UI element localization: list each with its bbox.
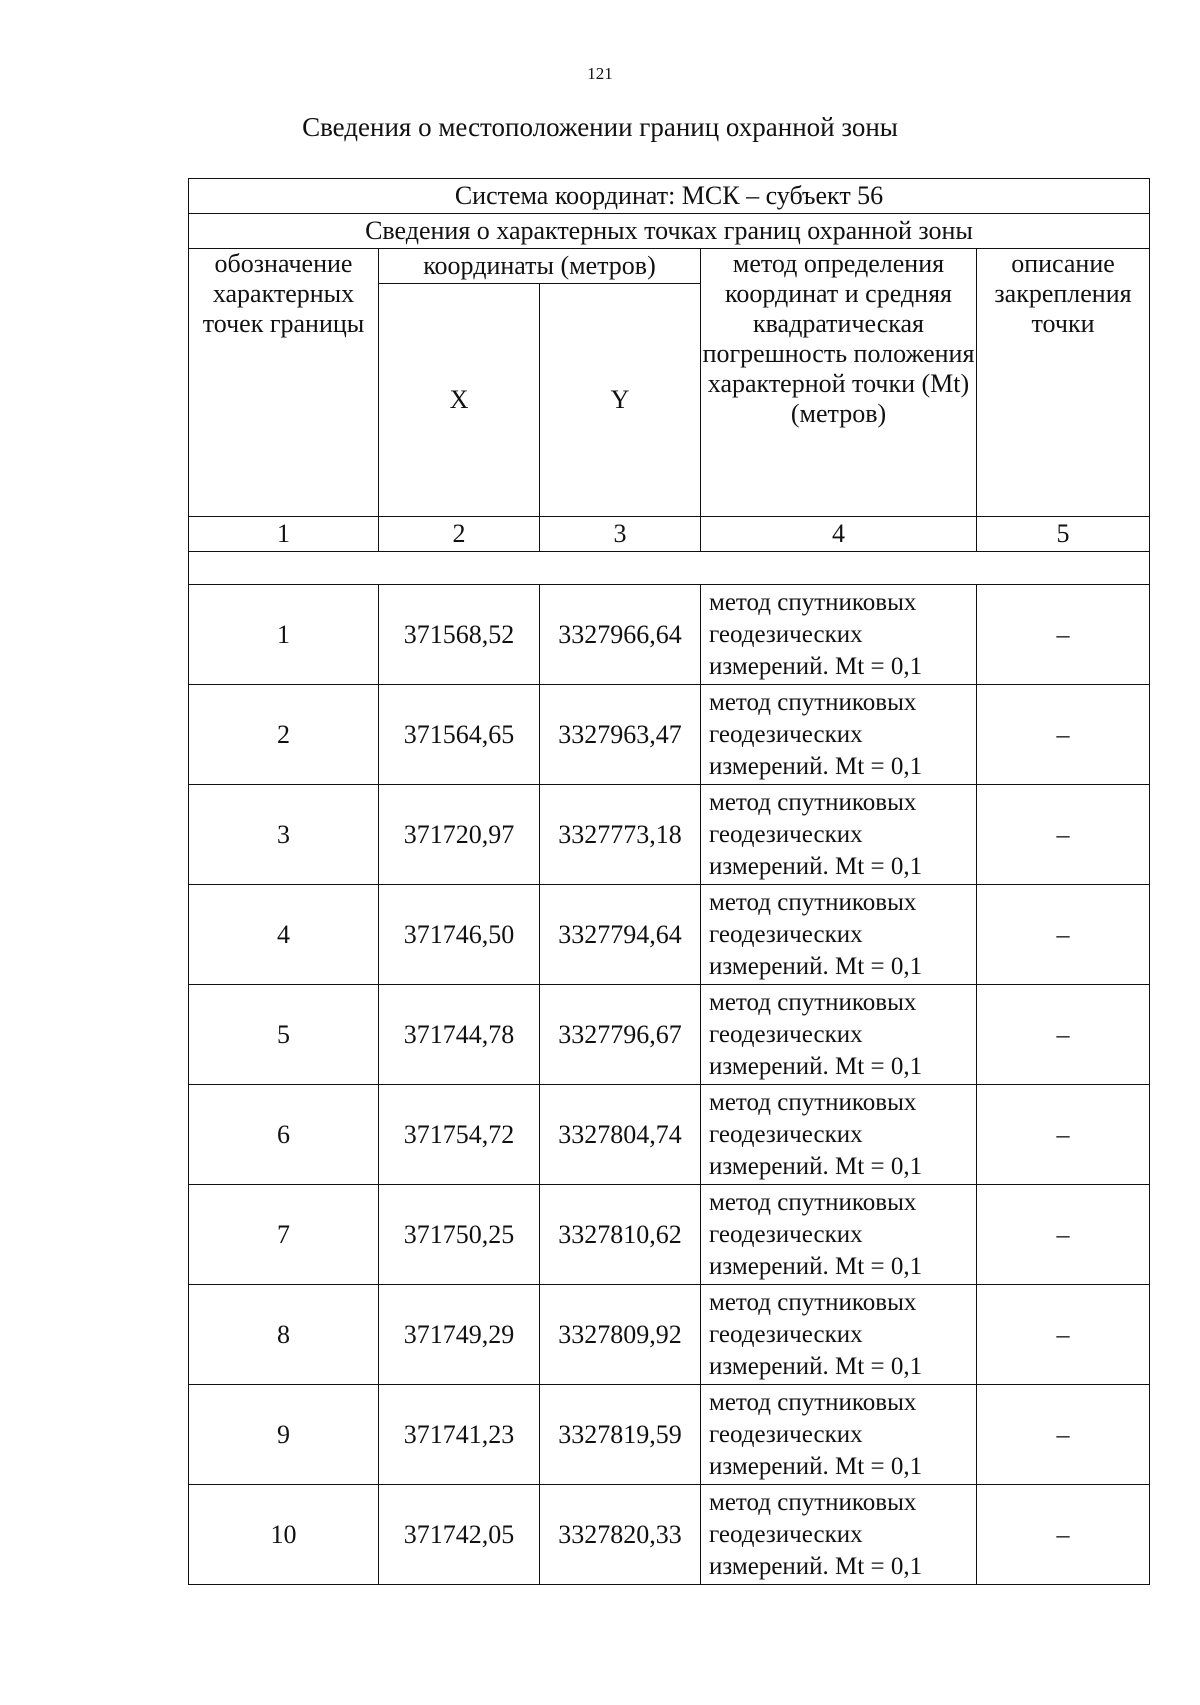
method-cell: метод спутниковых геодезических измерений. Mt = 0,1	[701, 785, 977, 885]
point-cell: 5	[189, 985, 379, 1085]
y-coordinate-cell: 3327796,67	[540, 985, 701, 1085]
table-row	[189, 1285, 1150, 1385]
fixing-cell: –	[977, 1085, 1150, 1185]
fixing-cell: –	[977, 785, 1150, 885]
table-row	[189, 985, 1150, 1085]
y-coordinate-cell: 3327809,92	[540, 1285, 701, 1385]
x-coordinate-cell: 371744,78	[379, 985, 540, 1085]
fixing-cell: –	[977, 1285, 1150, 1385]
x-coordinate-cell: 371742,05	[379, 1485, 540, 1585]
header-coords: координаты (метров)	[379, 249, 701, 284]
method-cell: метод спутниковых геодезических измерений. Mt = 0,1	[701, 1385, 977, 1485]
fixing-cell: –	[977, 1185, 1150, 1285]
table-row	[189, 1385, 1150, 1485]
column-number: 3	[540, 517, 701, 552]
method-cell: метод спутниковых геодезических измерений. Mt = 0,1	[701, 585, 977, 685]
x-coordinate-cell: 371750,25	[379, 1185, 540, 1285]
header-y: Y	[540, 284, 701, 517]
table-row	[189, 885, 1150, 985]
x-coordinate-cell: 371564,65	[379, 685, 540, 785]
column-number: 5	[977, 517, 1150, 552]
table-row	[189, 685, 1150, 785]
point-cell: 9	[189, 1385, 379, 1485]
table-row	[189, 1185, 1150, 1285]
y-coordinate-cell: 3327963,47	[540, 685, 701, 785]
column-number-row	[189, 517, 1150, 552]
page-title: Сведения о местоположении границ охранной зоны	[302, 112, 898, 142]
table-row	[189, 785, 1150, 885]
method-cell: метод спутниковых геодезических измерений. Mt = 0,1	[701, 1285, 977, 1385]
page-number: 121	[587, 64, 613, 83]
x-coordinate-cell: 371754,72	[379, 1085, 540, 1185]
method-cell: метод спутниковых геодезических измерений. Mt = 0,1	[701, 685, 977, 785]
table-row	[189, 1485, 1150, 1585]
point-cell: 2	[189, 685, 379, 785]
y-coordinate-cell: 3327820,33	[540, 1485, 701, 1585]
section-title: Сведения о характерных точках границ охранной зоны	[189, 214, 1150, 249]
method-cell: метод спутниковых геодезических измерений. Mt = 0,1	[701, 1185, 977, 1285]
fixing-cell: –	[977, 685, 1150, 785]
point-cell: 4	[189, 885, 379, 985]
y-coordinate-cell: 3327804,74	[540, 1085, 701, 1185]
column-number: 2	[379, 517, 540, 552]
y-coordinate-cell: 3327773,18	[540, 785, 701, 885]
fixing-cell: –	[977, 1485, 1150, 1585]
point-cell: 10	[189, 1485, 379, 1585]
y-coordinate-cell: 3327810,62	[540, 1185, 701, 1285]
point-cell: 3	[189, 785, 379, 885]
point-cell: 6	[189, 1085, 379, 1185]
header-method: метод определения координат и средняя квадратическая погрешность положения характерной точки (Mt) (метров)	[701, 249, 977, 517]
method-cell: метод спутниковых геодезических измерений. Mt = 0,1	[701, 1485, 977, 1585]
point-cell: 8	[189, 1285, 379, 1385]
method-cell: метод спутниковых геодезических измерений. Mt = 0,1	[701, 1085, 977, 1185]
y-coordinate-cell: 3327794,64	[540, 885, 701, 985]
column-number: 1	[189, 517, 379, 552]
coord-system-title: Система координат: МСК – субъект 56	[189, 179, 1150, 214]
x-coordinate-cell: 371741,23	[379, 1385, 540, 1485]
header-fixing: описание закрепления точки	[977, 249, 1150, 517]
coordinates-table	[188, 178, 1150, 1585]
y-coordinate-cell: 3327819,59	[540, 1385, 701, 1485]
fixing-cell: –	[977, 1385, 1150, 1485]
table-row	[189, 1085, 1150, 1185]
fixing-cell: –	[977, 885, 1150, 985]
table-row	[189, 585, 1150, 685]
method-cell: метод спутниковых геодезических измерений. Mt = 0,1	[701, 885, 977, 985]
header-x: X	[379, 284, 540, 517]
point-cell: 1	[189, 585, 379, 685]
method-cell: метод спутниковых геодезических измерений. Mt = 0,1	[701, 985, 977, 1085]
y-coordinate-cell: 3327966,64	[540, 585, 701, 685]
x-coordinate-cell: 371568,52	[379, 585, 540, 685]
header-point: обозначение характерных точек границы	[189, 249, 379, 517]
empty-row	[189, 552, 1150, 585]
x-coordinate-cell: 371720,97	[379, 785, 540, 885]
x-coordinate-cell: 371749,29	[379, 1285, 540, 1385]
column-number: 4	[701, 517, 977, 552]
point-cell: 7	[189, 1185, 379, 1285]
empty-cell	[189, 552, 1150, 585]
fixing-cell: –	[977, 585, 1150, 685]
fixing-cell: –	[977, 985, 1150, 1085]
x-coordinate-cell: 371746,50	[379, 885, 540, 985]
